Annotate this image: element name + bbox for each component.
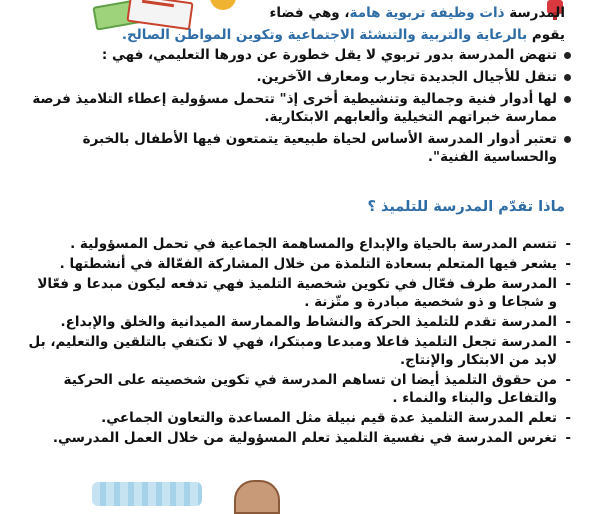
intro-line-1 [25,4,565,22]
logo-icon [92,478,202,508]
list-item: تنهض المدرسة بدور تربوي لا يقل خطورة عن دورها التعليمي، فهي : [28,46,573,64]
intro-line1-suffix: ، وهي فضاء [269,5,350,21]
roles-list [28,46,573,170]
list-item: تنقل للأجيال الجديدة تجارب ومعارف الآخرين. [28,68,573,86]
intro-line2-highlight: بالرعاية والتربية والتنشئة الاجتماعية وتكوين المواطن الصالح. [121,27,528,43]
intro-line2-prefix: يقوم [531,27,565,43]
offers-list [28,235,573,449]
list-item: - المدرسة تجعل التلميذ فاعلا ومبدعا ومبتكرا، فهي لا تكتفي بالتلقين والتعليم، بل لابد من الابتكار والإنتاج. [28,333,573,369]
list-item: - يشعر فيها المتعلم بسعادة التلمذة من خلال المشاركة الفعّالة في أنشطتها . [28,255,573,273]
section-heading: ماذا تقدّم المدرسة للتلميذ ؟ [367,199,565,215]
list-item: - تغرس المدرسة في نفسية التلميذ تعلم المسؤولية من خلال العمل المدرسي. [28,429,573,447]
intro-line1-prefix: المدرسة [509,5,565,21]
list-item: لها أدوار فنية وجمالية وتنشيطية أخرى إذ" تتحمل مسؤولية إعطاء التلاميذ فرصة ممارسة خبراتهم التخيلية وألعابهم الابتكارية. [28,90,573,126]
intro-line1-highlight: ذات وظيفة تربوية هامة [349,5,505,21]
list-item: - من حقوق التلميذ أيضا ان تساهم المدرسة في تكوين شخصيته على الحركية والتفاعل والبناء والنماء . [28,371,573,407]
list-item: - المدرسة طرف فعّال في تكوين شخصية التلميذ فهي تدفعه ليكون مبدعا و فعّالا و شجاعا و ذو شخصية مبادرة و متّزنة . [28,275,573,311]
list-item: - تعلم المدرسة التلميذ عدة قيم نبيلة مثل المساعدة والتعاون الجماعي. [28,409,573,427]
list-item: تعتبر أدوار المدرسة الأساس لحياة طبيعية يتمتعون فيها الأطفال بالخبرة والحساسية الفنية". [28,130,573,166]
intro-line-2 [25,26,565,44]
list-item: - المدرسة تقدم للتلميذ الحركة والنشاط والممارسة الميدانية والخلق والإبداع. [28,313,573,331]
face-icon [234,480,280,514]
list-item: - تتسم المدرسة بالحياة والإبداع والمساهمة الجماعية في تحمل المسؤولية . [28,235,573,253]
